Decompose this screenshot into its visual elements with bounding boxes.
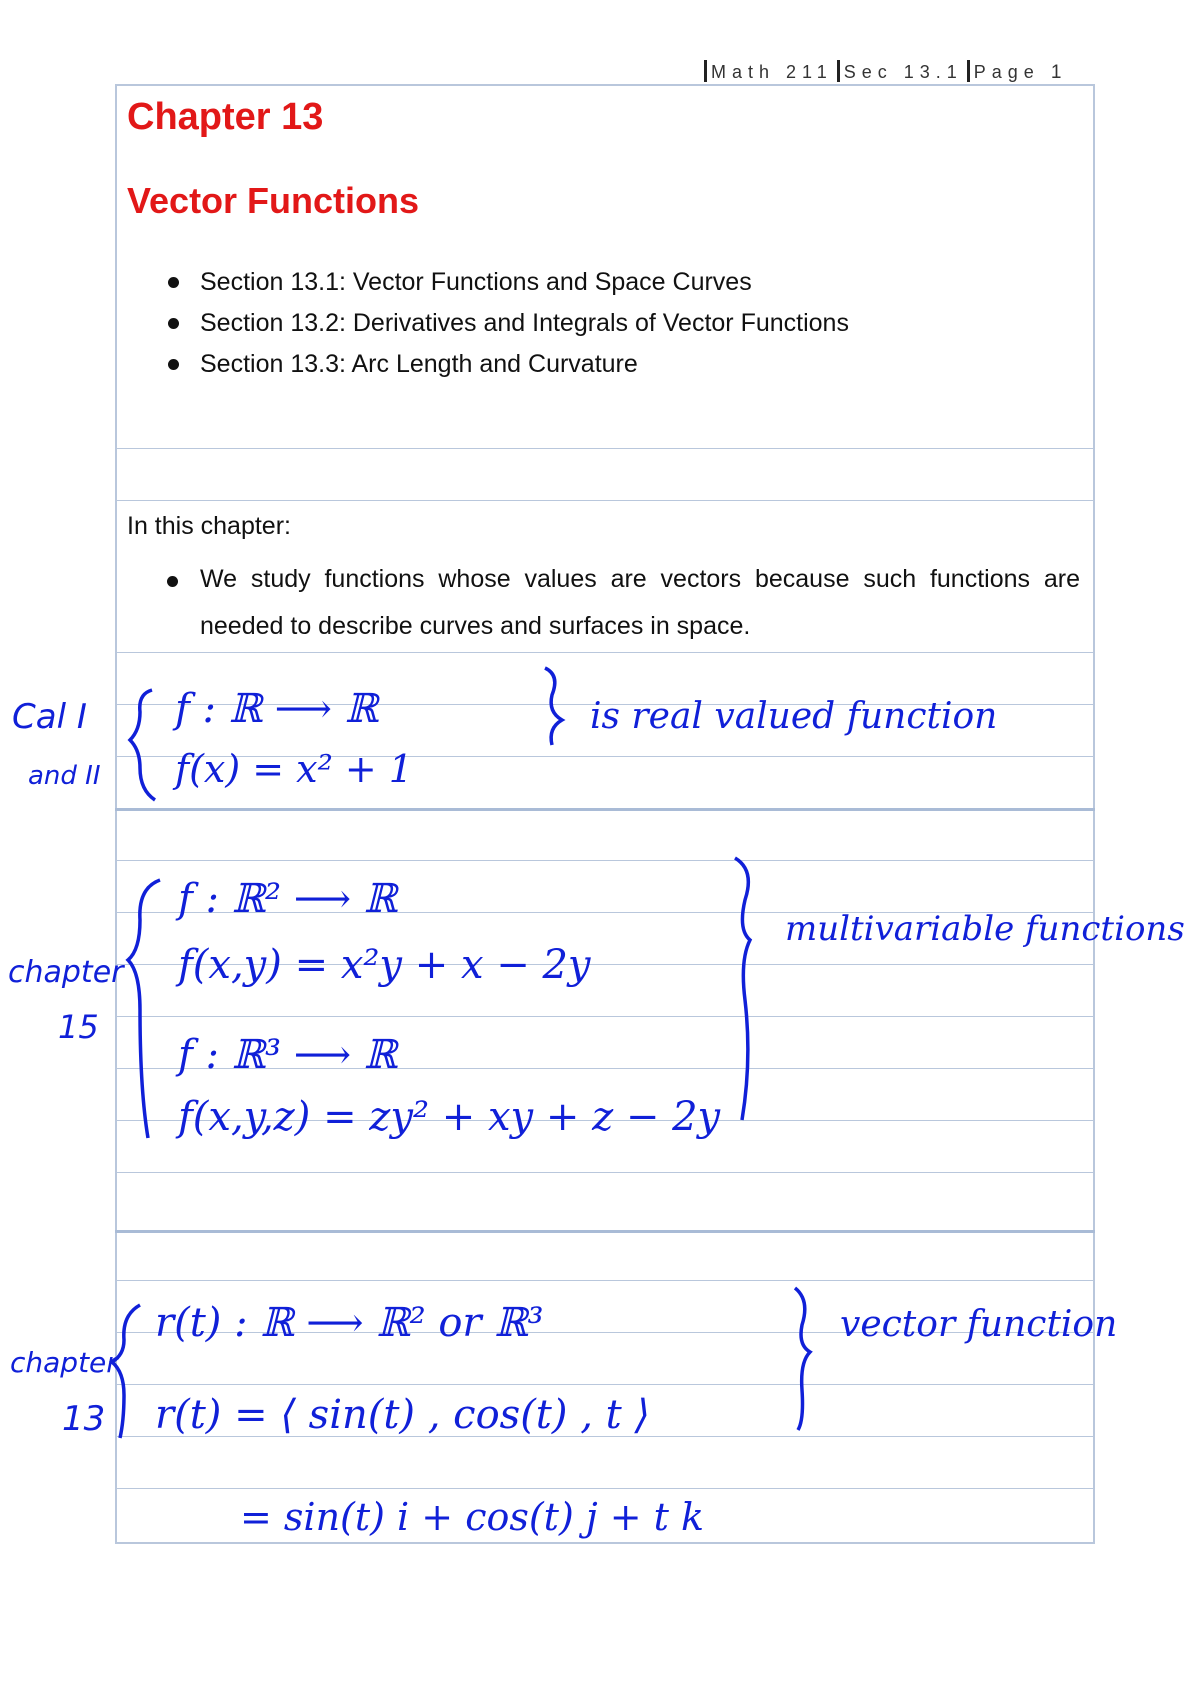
ruled-line	[115, 964, 1095, 965]
hw-block2-label-2: 15	[58, 1008, 99, 1046]
hw-block2-line3: f : ℝ³ ⟶ ℝ	[178, 1032, 398, 1078]
bullet-icon	[168, 318, 179, 329]
ruled-line	[115, 756, 1095, 757]
intro-bullet-text: We study functions whose values are vectors because such functions are needed to describe curves and surfaces in space.	[200, 565, 1080, 640]
hw-block2-line1: f : ℝ² ⟶ ℝ	[178, 876, 398, 922]
ruled-line	[115, 1436, 1095, 1437]
hw-block1-label-1: Cal I	[12, 697, 87, 737]
ruled-line	[115, 500, 1095, 501]
ruled-line-thick	[115, 1230, 1095, 1233]
hw-block2-line4: f(x,y,z) = zy² + xy + z − 2y	[178, 1094, 721, 1140]
hw-block2-label-1: chapter	[8, 955, 124, 990]
ruled-line	[115, 448, 1095, 449]
hw-block2-note: multivariable functions	[785, 909, 1185, 949]
section-list	[160, 262, 849, 385]
intro-text: In this chapter:	[127, 512, 291, 540]
hw-block2-line2: f(x,y) = x²y + x − 2y	[178, 942, 591, 988]
hw-block3-line3: = sin(t) i + cos(t) j + t k	[240, 1495, 705, 1539]
hw-block3-line2: r(t) = ⟨ sin(t) , cos(t) , t ⟩	[155, 1392, 651, 1438]
ruled-line	[115, 1068, 1095, 1069]
chapter-title: Chapter 13	[127, 96, 324, 138]
section-item	[160, 303, 849, 344]
bullet-icon	[168, 359, 179, 370]
header-section: Sec 13.1	[843, 62, 963, 82]
section-item	[160, 344, 849, 385]
hw-block3-label-1: chapter	[10, 1346, 118, 1379]
hw-block1-note: is real valued function	[590, 696, 998, 737]
header-page-number: 1	[1050, 62, 1062, 83]
header-divider	[704, 60, 707, 82]
header-divider	[837, 60, 840, 82]
header-divider	[967, 60, 970, 82]
header-course: Math 211	[711, 62, 833, 82]
ruled-line	[115, 704, 1095, 705]
ruled-line	[115, 1488, 1095, 1489]
ruled-line	[115, 1016, 1095, 1017]
ruled-line	[115, 1384, 1095, 1385]
ruled-line	[115, 1332, 1095, 1333]
bullet-icon	[167, 576, 178, 587]
hw-block1-line1: f : ℝ ⟶ ℝ	[175, 686, 378, 732]
intro-bullet	[200, 556, 1080, 650]
ruled-line	[115, 912, 1095, 913]
ruled-line	[115, 860, 1095, 861]
ruled-line	[115, 1120, 1095, 1121]
bullet-icon	[168, 277, 179, 288]
ruled-line-thick	[115, 808, 1095, 811]
section-item-text: Section 13.1: Vector Functions and Space Curves	[200, 268, 752, 296]
hw-block1-line2: f(x) = x² + 1	[175, 747, 413, 791]
section-item-text: Section 13.3: Arc Length and Curvature	[200, 350, 638, 378]
ruled-line	[115, 652, 1095, 653]
page-header	[700, 60, 1100, 84]
hw-block1-label-2: and II	[28, 761, 101, 791]
section-item	[160, 262, 849, 303]
ruled-line	[115, 1280, 1095, 1281]
chapter-subtitle: Vector Functions	[127, 180, 420, 221]
ruled-line	[115, 1172, 1095, 1173]
hw-block3-label-2: 13	[62, 1399, 106, 1439]
hw-block3-line1: r(t) : ℝ ⟶ ℝ² or ℝ³	[155, 1300, 544, 1346]
header-page-label: Page	[973, 62, 1040, 82]
section-item-text: Section 13.2: Derivatives and Integrals of Vector Functions	[200, 309, 849, 337]
hw-block3-note: vector function	[840, 1304, 1118, 1345]
